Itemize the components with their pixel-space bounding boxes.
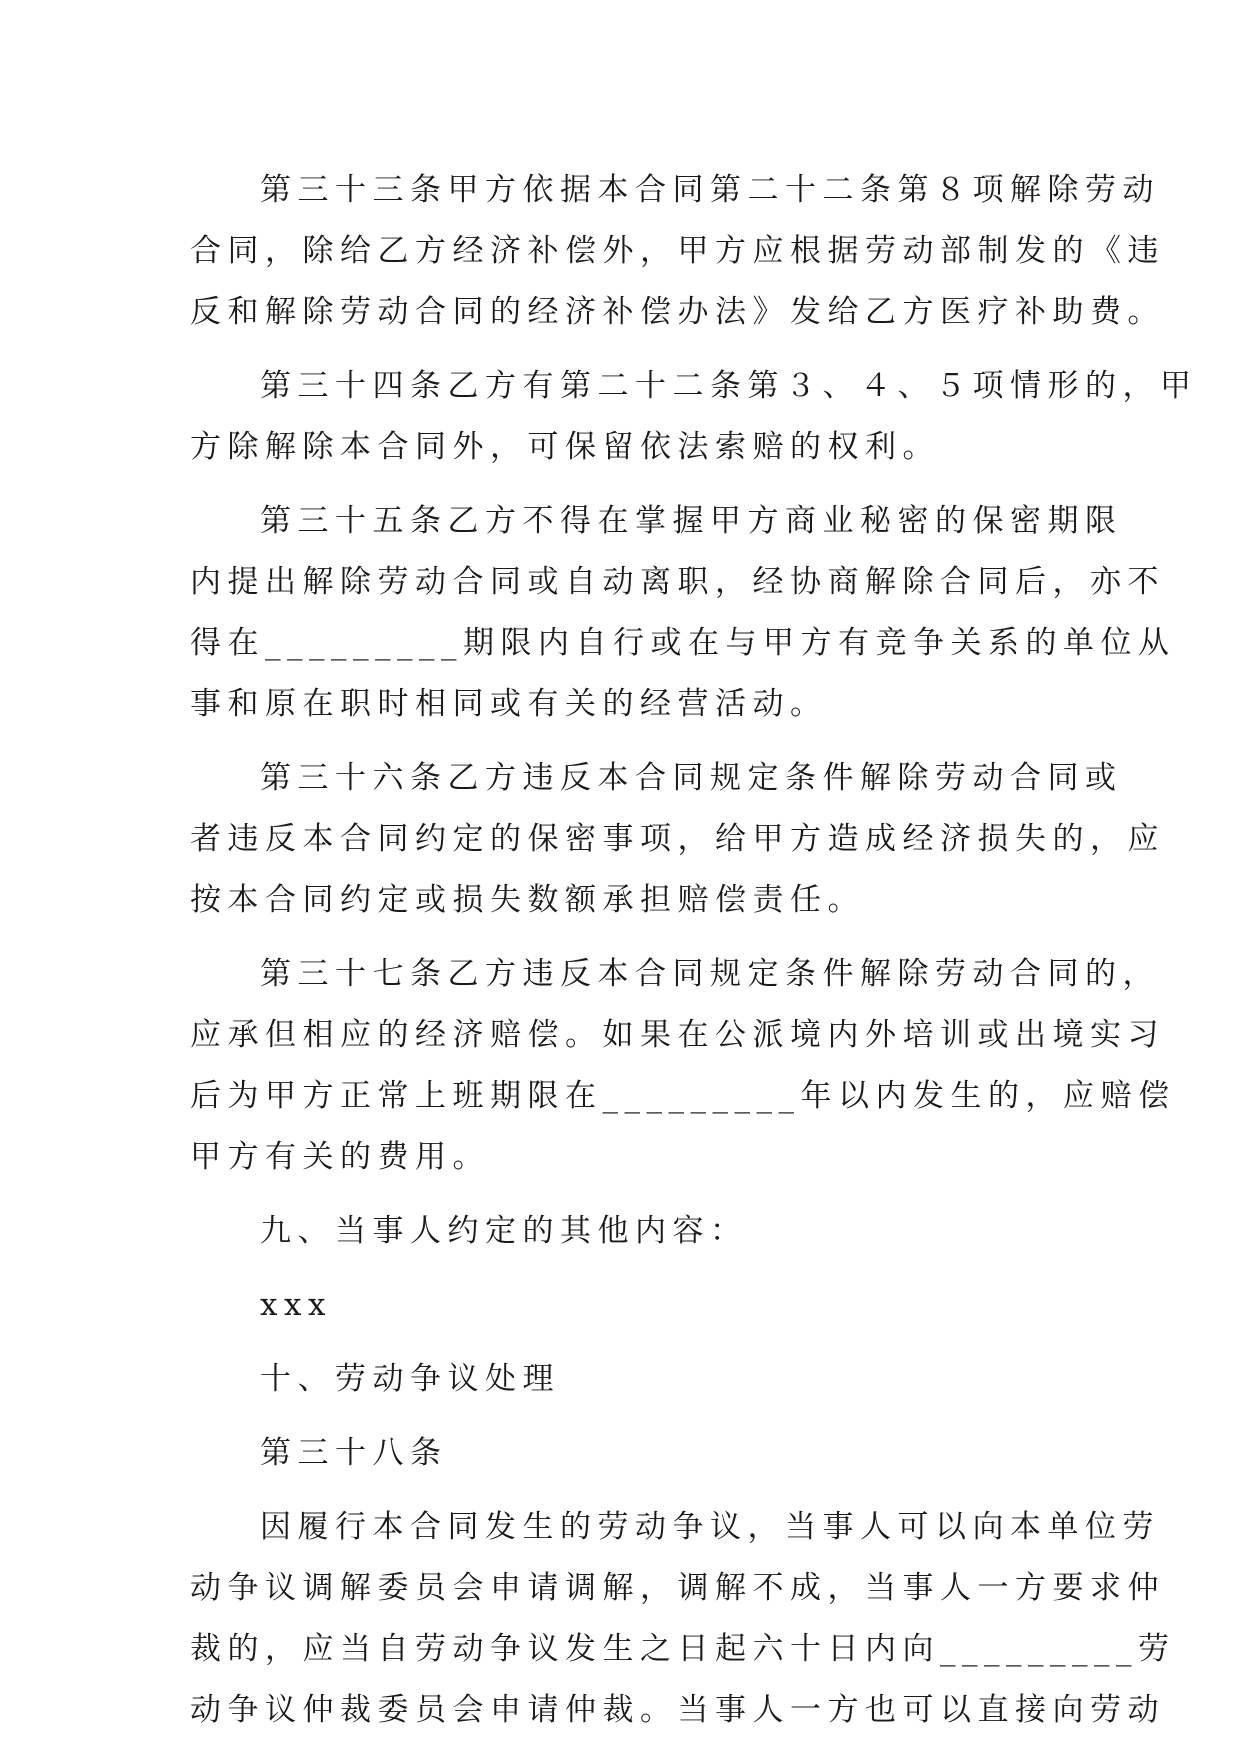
article-35 — [190, 491, 1176, 735]
article-36 — [190, 748, 1165, 931]
section-10-heading — [190, 1349, 1060, 1410]
text-line: 内提出解除劳动合同或自动离职，经协商解除合同后，亦不 — [190, 564, 1165, 600]
article-38-body — [190, 1497, 1176, 1741]
section-9-content — [190, 1275, 1060, 1336]
text-line: 九、当事人约定的其他内容： — [260, 1213, 748, 1249]
text-line: 动争议调解委员会申请调解，调解不成，当事人一方要求仲 — [190, 1570, 1165, 1606]
article-33 — [190, 160, 1165, 343]
text-line: 合同，除给乙方经济补偿外，甲方应根据劳动部制发的《违 — [190, 233, 1165, 269]
text-line: 因履行本合同发生的劳动争议，当事人可以向本单位劳 — [260, 1509, 1160, 1545]
text-line: 十、劳动争议处理 — [260, 1361, 560, 1397]
text-line: 方除解除本合同外，可保留依法索赔的权利。 — [190, 429, 940, 465]
text-line: 第三十四条乙方有第二十二条第３、４、５项情形的，甲 — [260, 368, 1198, 404]
text-line: 甲方有关的费用。 — [190, 1139, 490, 1175]
text-line: 第三十七条乙方违反本合同规定条件解除劳动合同的， — [260, 956, 1160, 992]
text-line: 按本合同约定或损失数额承担赔偿责任。 — [190, 882, 865, 918]
text-line: 第三十三条甲方依据本合同第二十二条第８项解除劳动 — [260, 172, 1160, 208]
text-line: 第三十六条乙方违反本合同规定条件解除劳动合同或 — [260, 760, 1123, 796]
article-34 — [190, 356, 1198, 478]
text-line: 第三十八条 — [260, 1435, 448, 1471]
article-38-heading — [190, 1423, 1060, 1484]
text-line: 得在_________期限内自行或在与甲方有竞争关系的单位从 — [190, 625, 1176, 661]
article-37 — [190, 944, 1176, 1188]
text-line: 反和解除劳动合同的经济补偿办法》发给乙方医疗补助费。 — [190, 294, 1165, 330]
text-line: 后为甲方正常上班期限在_________年以内发生的，应赔偿 — [190, 1078, 1176, 1114]
text-line: xxx — [260, 1287, 332, 1323]
text-line: 应承但相应的经济赔偿。如果在公派境内外培训或出境实习 — [190, 1017, 1165, 1053]
document-body — [190, 160, 1198, 1754]
text-line: 第三十五条乙方不得在掌握甲方商业秘密的保密期限 — [260, 503, 1123, 539]
section-9-heading — [190, 1201, 1060, 1262]
text-line: 者违反本合同约定的保密事项，给甲方造成经济损失的，应 — [190, 821, 1165, 857]
text-line: 裁的，应当自劳动争议发生之日起六十日内向_________劳 — [190, 1631, 1176, 1667]
text-line: 动争议仲裁委员会申请仲裁。当事人一方也可以直接向劳动 — [190, 1692, 1165, 1728]
text-line: 事和原在职时相同或有关的经营活动。 — [190, 686, 828, 722]
